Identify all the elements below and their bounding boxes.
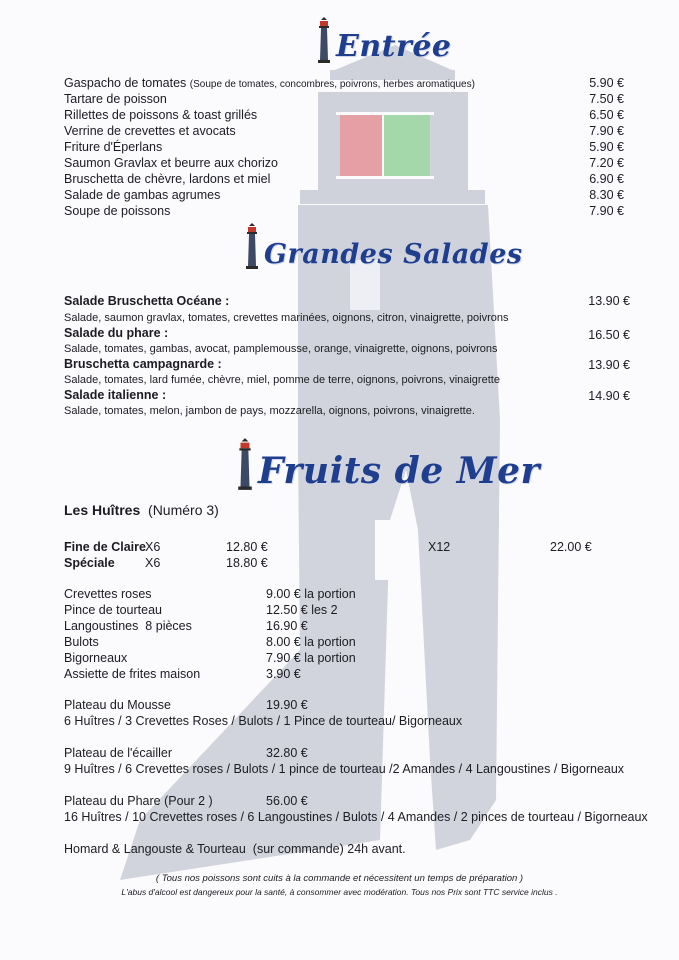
huitre-qty: X6 [145, 540, 161, 554]
list-item: Langoustines 8 pièces [64, 619, 192, 633]
list-item: Saumon Gravlax et beurre aux chorizo [64, 156, 278, 170]
plateau-description: 16 Huîtres / 10 Crevettes roses / 6 Langoustines / Bulots / 4 Amandes / 2 pinces de tourteau / Bigorneaux [64, 810, 648, 824]
huitres-title: Les Huîtres (Numéro 3) [64, 502, 219, 518]
plateau-price: 32.80 € [266, 746, 308, 760]
salades-title: Grandes Salades [264, 239, 523, 270]
list-item: Salade de gambas agrumes [64, 188, 221, 202]
huitre-name: Fine de Claire [64, 540, 146, 554]
list-item: Gaspacho de tomates (Soupe de tomates, concombres, poivrons, herbes aromatiques) [64, 76, 475, 90]
item-price: 3.90 € [266, 667, 301, 681]
list-item: Tartare de poisson [64, 92, 167, 106]
salades-heading [244, 222, 523, 270]
item-price: 16.50 € [588, 328, 630, 342]
list-item: Assiette de frites maison [64, 667, 201, 681]
list-item: Pince de tourteau [64, 603, 162, 617]
item-price: 5.90 € [589, 140, 624, 154]
list-item: Bigorneaux [64, 651, 128, 665]
item-price: 9.00 € la portion [266, 587, 356, 601]
salad-name: Salade italienne : [64, 388, 167, 402]
item-price: 6.90 € [589, 172, 624, 186]
plateau-name: Plateau du Mousse [64, 698, 172, 712]
huitre-price: 22.00 € [550, 540, 592, 554]
homard-note: Homard & Langouste & Tourteau (sur commande) 24h avant. [64, 842, 406, 856]
item-price: 13.90 € [588, 294, 630, 308]
list-item: Crevettes roses [64, 587, 152, 601]
item-price: 7.90 € la portion [266, 651, 356, 665]
list-item: Bruschetta de chèvre, lardons et miel [64, 172, 271, 186]
entree-heading [316, 16, 452, 64]
lighthouse-icon [316, 16, 332, 64]
item-price: 14.90 € [588, 389, 630, 403]
item-price: 7.20 € [589, 156, 624, 170]
huitre-price: 18.80 € [226, 556, 268, 570]
item-price: 6.50 € [589, 108, 624, 122]
entree-title: Entrée [336, 29, 452, 64]
item-price: 8.00 € la portion [266, 635, 356, 649]
fruits-title: Fruits de Mer [258, 450, 541, 492]
item-price: 5.90 € [589, 76, 624, 90]
plateau-name: Plateau de l'écailler [64, 746, 173, 760]
salad-description: Salade, tomates, melon, jambon de pays, mozzarella, oignons, poivrons, vinaigrette. [64, 405, 475, 417]
list-item: Verrine de crevettes et avocats [64, 124, 236, 138]
item-price: 13.90 € [588, 358, 630, 372]
huitre-qty: X6 [145, 556, 161, 570]
list-item: Bulots [64, 635, 99, 649]
salad-name: Salade Bruschetta Océane : [64, 294, 230, 308]
salad-description: Salade, tomates, gambas, avocat, pamplemousse, orange, vinaigrette, oignons, poivrons [64, 343, 498, 355]
footer-legal: L'abus d'alcool est dangereux pour la santé, à consommer avec modération. Tous nos Prix sont TTC service inclus . [121, 887, 558, 897]
huitre-name: Spéciale [64, 556, 115, 570]
lighthouse-icon [236, 436, 254, 492]
salad-description: Salade, tomates, lard fumée, chèvre, miel, pomme de terre, oignons, poivrons, vinaigrette [64, 374, 500, 386]
plateau-description: 9 Huîtres / 6 Crevettes roses / Bulots / 1 pince de tourteau /2 Amandes / 4 Langoustines / Bigorneaux [64, 762, 625, 776]
item-price: 7.90 € [589, 204, 624, 218]
huitre-qty: X12 [428, 540, 451, 554]
list-item: Friture d'Éperlans [64, 140, 163, 154]
list-item: Soupe de poissons [64, 204, 171, 218]
item-price: 8.30 € [589, 188, 624, 202]
salad-name: Bruschetta campagnarde : [64, 357, 222, 371]
item-price: 12.50 € les 2 [266, 603, 338, 617]
item-price: 7.90 € [589, 124, 624, 138]
fruits-heading [236, 436, 540, 492]
salad-description: Salade, saumon gravlax, tomates, crevettes marinées, oignons, citron, vinaigrette, poivrons [64, 312, 509, 324]
item-price: 16.90 € [266, 619, 308, 633]
plateau-price: 19.90 € [266, 698, 308, 712]
item-price: 7.50 € [589, 92, 624, 106]
plateau-name: Plateau du Phare (Pour 2 ) [64, 794, 213, 808]
plateau-description: 6 Huîtres / 3 Crevettes Roses / Bulots / 1 Pince de tourteau/ Bigorneaux [64, 714, 463, 728]
footer-note: ( Tous nos poissons sont cuits à la commande et nécessitent un temps de préparation ) [155, 873, 524, 884]
list-item: Rillettes de poissons & toast grillés [64, 108, 258, 122]
huitre-price: 12.80 € [226, 540, 268, 554]
plateau-price: 56.00 € [266, 794, 308, 808]
lighthouse-icon [244, 222, 260, 270]
salad-name: Salade du phare : [64, 326, 169, 340]
